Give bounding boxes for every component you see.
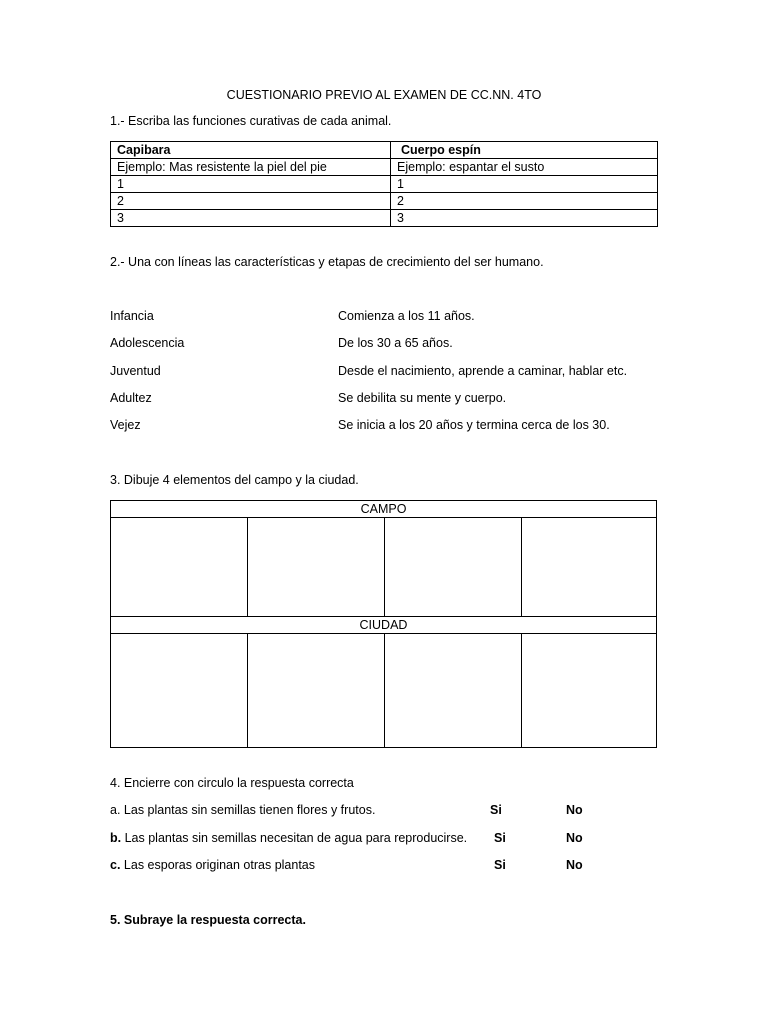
stage-label: Infancia <box>110 309 154 323</box>
table-row <box>111 193 658 210</box>
stage-description: Se inicia a los 20 años y termina cerca de los 30. <box>338 418 610 432</box>
table-cell[interactable]: Ejemplo: Mas resistente la piel del pie <box>111 159 391 176</box>
stage-description: Comienza a los 11 años. <box>338 309 475 323</box>
stage-label: Adultez <box>110 391 152 405</box>
q3-prompt: 3. Dibuje 4 elementos del campo y la ciudad. <box>110 473 359 487</box>
q4-item-c <box>110 858 315 872</box>
header-cuerpo-espin: Cuerpo espín <box>391 142 658 159</box>
divider <box>521 518 522 616</box>
q1-prompt: 1.- Escriba las funciones curativas de cada animal. <box>110 114 392 128</box>
stage-label: Juventud <box>110 364 161 378</box>
item-letter: c. <box>110 858 121 872</box>
answer-no[interactable]: No <box>566 831 583 845</box>
stage-description: Desde el nacimiento, aprende a caminar, hablar etc. <box>338 364 628 378</box>
q2-prompt: 2.- Una con líneas las características y etapas de crecimiento del ser humano. <box>110 255 544 269</box>
answer-si[interactable]: Si <box>494 831 506 845</box>
table-header-row <box>111 142 658 159</box>
table-row <box>111 210 658 227</box>
table-row <box>111 159 658 176</box>
table-cell[interactable]: 3 <box>111 210 391 227</box>
answer-no[interactable]: No <box>566 803 583 817</box>
answer-si[interactable]: Si <box>494 858 506 872</box>
ciudad-header: CIUDAD <box>359 618 408 632</box>
answer-si[interactable]: Si <box>490 803 502 817</box>
drawing-grid <box>110 500 657 748</box>
table-cell[interactable]: 1 <box>111 176 391 193</box>
stage-label: Vejez <box>110 418 141 432</box>
item-text: Las plantas sin semillas necesitan de agua para reproducirse. <box>121 831 468 845</box>
q4-prompt: 4. Encierre con circulo la respuesta correcta <box>110 776 354 790</box>
campo-header: CAMPO <box>360 502 407 516</box>
table-cell[interactable]: Ejemplo: espantar el susto <box>391 159 658 176</box>
table-cell[interactable]: 2 <box>391 193 658 210</box>
remedies-table <box>110 141 658 227</box>
item-text: Las plantas sin semillas tienen flores y frutos. <box>120 803 376 817</box>
item-text: Las esporas originan otras plantas <box>120 858 315 872</box>
answer-no[interactable]: No <box>566 858 583 872</box>
q5-prompt: 5. Subraye la respuesta correcta. <box>110 913 306 927</box>
q4-item-a <box>110 803 375 817</box>
item-letter: b. <box>110 831 122 845</box>
item-letter: a. <box>110 803 121 817</box>
table-cell[interactable]: 2 <box>111 193 391 210</box>
stage-description: Se debilita su mente y cuerpo. <box>338 391 507 405</box>
divider <box>521 634 522 748</box>
table-cell[interactable]: 3 <box>391 210 658 227</box>
table-cell[interactable]: 1 <box>391 176 658 193</box>
divider <box>247 518 248 616</box>
divider <box>384 518 385 616</box>
document-title: CUESTIONARIO PREVIO AL EXAMEN DE CC.NN. 4TO <box>226 88 542 102</box>
divider <box>247 634 248 748</box>
table-row <box>111 176 658 193</box>
header-capibara: Capibara <box>111 142 391 159</box>
stage-label: Adolescencia <box>110 336 185 350</box>
divider <box>384 634 385 748</box>
q4-item-b <box>110 831 467 845</box>
stage-description: De los 30 a 65 años. <box>338 336 453 350</box>
